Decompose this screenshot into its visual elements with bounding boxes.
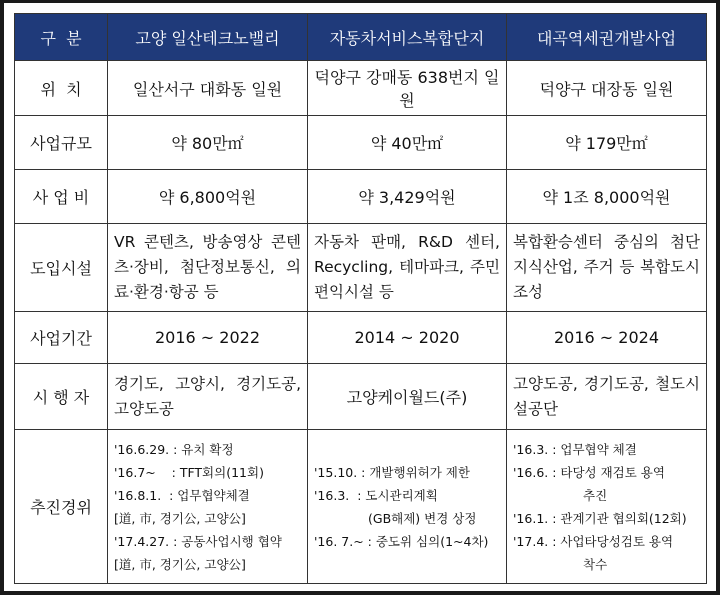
progress-2-line: '16. 7.~ : 중도위 심의(1~4차) <box>314 533 489 549</box>
progress-1-line: '16.6.29. : 유치 확정 <box>114 441 234 457</box>
cell-executor-2: 고양케이월드(주) <box>308 364 507 430</box>
label-progress: 추진경위 <box>15 430 108 584</box>
row-facilities <box>15 224 707 312</box>
header-row <box>15 14 707 61</box>
header-category: 구 분 <box>15 14 108 61</box>
cell-executor-3: 고양도공, 경기도공, 철도시설공단 <box>507 364 707 430</box>
cell-cost-2: 약 3,429억원 <box>308 170 507 224</box>
row-scale <box>15 116 707 170</box>
cell-cost-1: 약 6,800억원 <box>108 170 308 224</box>
header-ilsan-techno-valley: 고양 일산테크노밸리 <box>108 14 308 61</box>
label-cost: 사 업 비 <box>15 170 108 224</box>
progress-3-line: '16.6. : 타당성 재검토 용역 <box>513 464 665 480</box>
row-location <box>15 61 707 116</box>
cell-cost-3: 약 1조 8,000억원 <box>507 170 707 224</box>
row-cost <box>15 170 707 224</box>
cell-location-2: 덕양구 강매동 638번지 일원 <box>308 61 507 116</box>
project-comparison-table <box>14 13 707 584</box>
cell-scale-3: 약 179만㎡ <box>507 116 707 170</box>
cell-location-3: 덕양구 대장동 일원 <box>507 61 707 116</box>
progress-3-line: '17.4. : 사업타당성검토 용역 <box>513 533 674 549</box>
row-period <box>15 312 707 364</box>
progress-1-line: '16.8.1. : 업무협약체결 <box>114 487 250 503</box>
cell-progress-2 <box>308 430 507 584</box>
header-auto-service-complex: 자동차서비스복합단지 <box>308 14 507 61</box>
label-scale: 사업규모 <box>15 116 108 170</box>
label-facilities: 도입시설 <box>15 224 108 312</box>
row-progress <box>15 430 707 584</box>
cell-facilities-3: 복합환승센터 중심의 첨단지식산업, 주거 등 복합도시 조성 <box>507 224 707 312</box>
cell-executor-1: 경기도, 고양시, 경기도공, 고양도공 <box>108 364 308 430</box>
cell-period-1: 2016 ~ 2022 <box>108 312 308 364</box>
cell-scale-1: 약 80만㎡ <box>108 116 308 170</box>
cell-progress-1 <box>108 430 308 584</box>
cell-progress-3 <box>507 430 707 584</box>
progress-3-line: '16.1. : 관계기관 협의회(12회) <box>513 510 687 526</box>
label-location: 위 치 <box>15 61 108 116</box>
progress-3-line: 추진 <box>583 487 608 503</box>
progress-1-line: [道, 市, 경기公, 고양公] <box>114 510 246 526</box>
cell-period-2: 2014 ~ 2020 <box>308 312 507 364</box>
progress-1-line: '17.4.27. : 공동사업시행 협약 <box>114 533 282 549</box>
progress-1-line: '16.7~ : TFT회의(11회) <box>114 464 264 480</box>
progress-1-line: [道, 市, 경기公, 고양公] <box>114 556 246 572</box>
label-period: 사업기간 <box>15 312 108 364</box>
progress-3-line: 착수 <box>583 556 608 572</box>
cell-scale-2: 약 40만㎡ <box>308 116 507 170</box>
progress-2-line: '16.3. : 도시관리계획 <box>314 487 438 503</box>
label-executor: 시 행 자 <box>15 364 108 430</box>
document-frame <box>4 3 716 591</box>
cell-period-3: 2016 ~ 2024 <box>507 312 707 364</box>
progress-2-line: (GB해제) 변경 상정 <box>368 510 477 526</box>
row-executor <box>15 364 707 430</box>
progress-2-line: '15.10. : 개발행위허가 제한 <box>314 464 470 480</box>
cell-facilities-2: 자동차 판매, R&D 센터, Recycling, 테마파크, 주민편익시설 등 <box>308 224 507 312</box>
header-daegok-station-dev: 대곡역세권개발사업 <box>507 14 707 61</box>
cell-facilities-1: VR 콘텐츠, 방송영상 콘텐츠·장비, 첨단정보통신, 의료·환경·항공 등 <box>108 224 308 312</box>
cell-location-1: 일산서구 대화동 일원 <box>108 61 308 116</box>
progress-3-line: '16.3. : 업무협약 체결 <box>513 441 637 457</box>
